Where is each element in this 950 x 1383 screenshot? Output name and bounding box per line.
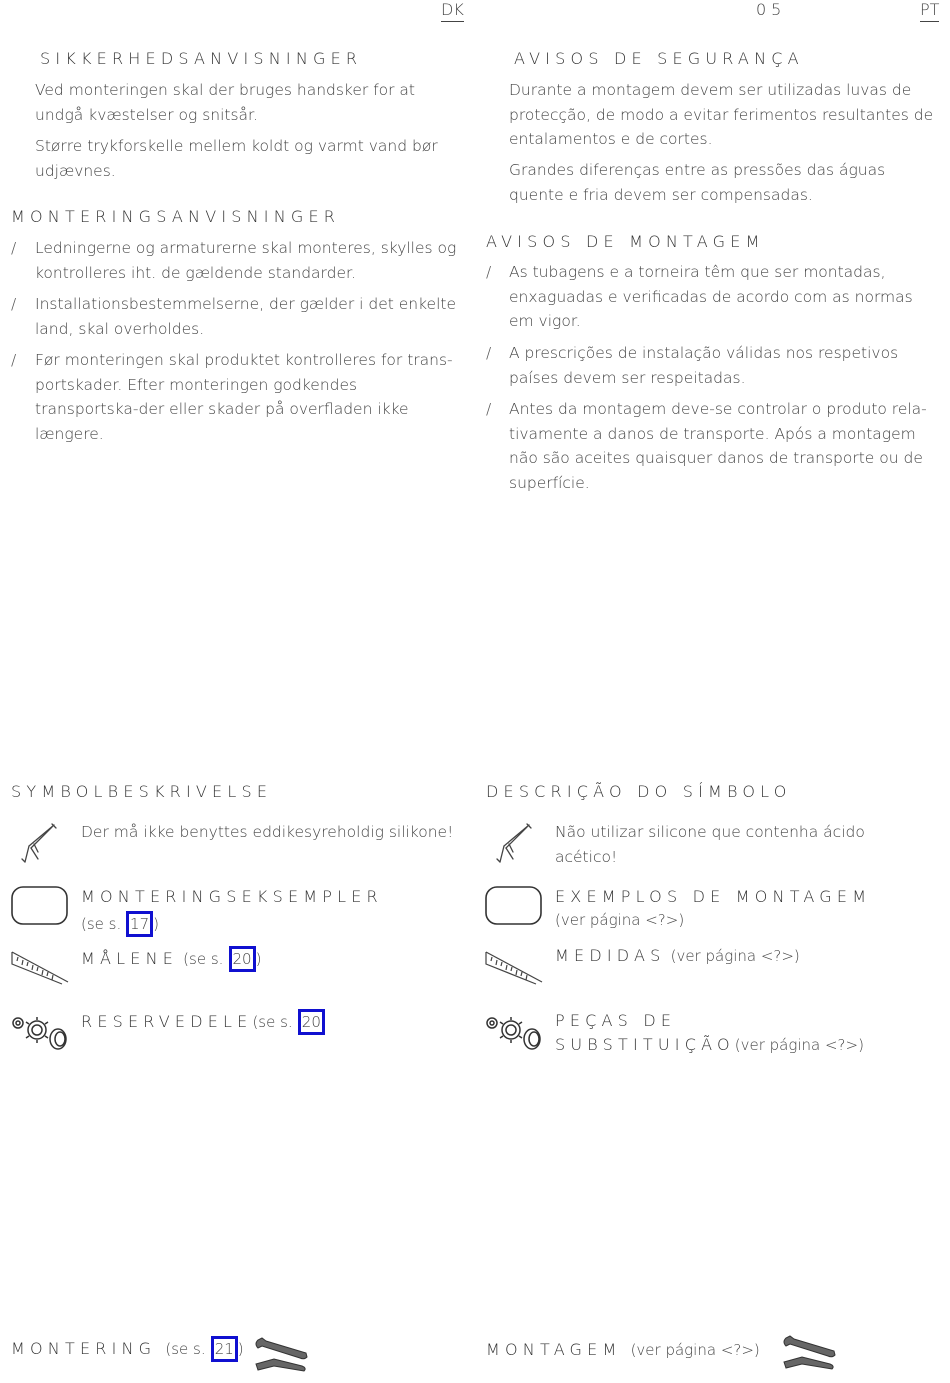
- spare-parts-icon: [484, 1010, 544, 1052]
- page-reference-link[interactable]: 20: [298, 1009, 325, 1035]
- ruler-icon: [484, 948, 544, 986]
- dk-measures-row: [81, 946, 261, 972]
- dk-mounting-item: Før monteringen skal produktet kontrolleres for trans-portskader. Efter monteringen godkendes transportska-der eller skader på overfladen ikke længere.: [35, 351, 453, 443]
- bullet-marker: /: [11, 295, 17, 313]
- ref-prefix: (se s.: [252, 1013, 293, 1031]
- dk-montering-label: MONTERING: [11, 1339, 157, 1358]
- ref-prefix: (se s.: [183, 950, 224, 968]
- pt-symbol-heading: DESCRIÇÃO DO SÍMBOLO: [486, 782, 792, 801]
- dk-examples-label-block: [81, 886, 383, 937]
- pt-spare-label-line1: PEÇAS DE: [555, 1011, 677, 1030]
- pt-montagem-label: MONTAGEM: [486, 1340, 622, 1359]
- pt-spare-block: [555, 1009, 864, 1057]
- dk-symbol-heading: SYMBOLBESKRIVELSE: [11, 782, 273, 801]
- rounded-rectangle-icon: [485, 886, 543, 926]
- dk-mounting-item: Ledningerne og armaturerne skal monteres, skylles og kontrolleres iht. de gældende standarder.: [35, 239, 457, 282]
- pt-spare-ref: (ver página <?>): [734, 1036, 864, 1054]
- dk-safety-heading: SIKKERHEDSANVISNINGER: [40, 49, 363, 68]
- bullet-marker: /: [486, 400, 492, 418]
- pt-mounting-heading: AVISOS DE MONTAGEM: [486, 232, 765, 251]
- language-code-pt: PT: [920, 0, 939, 22]
- ref-suffix: ): [153, 915, 159, 933]
- pt-spare-label-line2: SUBSTITUIÇÃO: [555, 1035, 735, 1054]
- pt-safety-paragraph-2: Grandes diferenças entre as pressões das águas quente e fria devem ser compensadas.: [509, 161, 886, 204]
- bullet-marker: /: [11, 351, 17, 369]
- dk-examples-label: MONTERINGSEKSEMPLER: [81, 887, 383, 906]
- pt-examples-label-block: [555, 886, 871, 929]
- dk-mounting-heading: MONTERINGSANVISNINGER: [11, 207, 341, 226]
- page-number: 05: [756, 0, 787, 19]
- ref-suffix: ): [237, 1340, 244, 1358]
- ref-prefix: (se s.: [165, 1340, 206, 1358]
- ruler-icon: [10, 948, 70, 986]
- tools-icon: [252, 1336, 310, 1374]
- silicone-gun-icon: [16, 822, 58, 864]
- language-code-dk: DK: [441, 0, 464, 22]
- ref-prefix: (se s.: [81, 915, 122, 933]
- page-reference-link[interactable]: 21: [211, 1336, 238, 1362]
- dk-mounting-item: Installationsbestemmelserne, der gælder i det enkelte land, skal overholdes.: [35, 295, 456, 338]
- pt-mounting-item: As tubagens e a torneira têm que ser montadas, enxaguadas e verificadas de acordo com as normas em vigor.: [509, 263, 913, 330]
- pt-montagem-ref: (ver página <?>): [630, 1341, 760, 1359]
- pt-safety-heading: AVISOS DE SEGURANÇA: [514, 49, 804, 68]
- dk-montering-row: [11, 1336, 244, 1362]
- bullet-marker: /: [486, 263, 492, 281]
- page-reference-link[interactable]: 17: [126, 911, 153, 937]
- pt-mounting-item: Antes da montagem deve-se controlar o produto rela-tivamente a danos de transporte. Após a montagem não são aceites quaisquer danos de transporte ou de superfície.: [509, 400, 927, 492]
- dk-safety-paragraph-2: Større trykforskelle mellem koldt og varmt vand bør udjævnes.: [35, 137, 438, 180]
- pt-montagem-row: [486, 1340, 760, 1359]
- dk-spare-row: [81, 1009, 325, 1035]
- ref-suffix: ): [255, 950, 262, 968]
- bullet-marker: /: [486, 344, 492, 362]
- pt-safety-paragraph-1: Durante a montagem devem ser utilizadas luvas de protecção, de modo a evitar ferimentos resultantes de entalamentos e de cortes.: [509, 81, 934, 148]
- pt-examples-label: EXEMPLOS DE MONTAGEM: [555, 887, 872, 906]
- bullet-marker: /: [11, 239, 17, 257]
- dk-silicone-warning: Der må ikke benyttes eddikesyreholdig silikone!: [81, 823, 454, 841]
- pt-examples-ref: (ver página <?>): [555, 911, 685, 929]
- dk-safety-paragraph-1: Ved monteringen skal der bruges handsker for at undgå kvæstelser og snitsår.: [35, 81, 416, 124]
- pt-measures-row: [555, 946, 800, 965]
- rounded-rectangle-icon: [11, 886, 69, 926]
- pt-measures-ref: (ver página <?>): [670, 947, 800, 965]
- pt-measures-label: MEDIDAS: [555, 946, 666, 965]
- page-reference-link[interactable]: 20: [229, 946, 256, 972]
- pt-spare-line2: [555, 1033, 864, 1057]
- tools-icon: [780, 1334, 838, 1372]
- spare-parts-icon: [10, 1010, 70, 1052]
- dk-measures-label: MÅLENE: [81, 949, 179, 968]
- pt-mounting-item: A prescrições de instalação válidas nos respetivos países devem ser respeitadas.: [509, 344, 899, 387]
- pt-silicone-warning: Não utilizar silicone que contenha ácido acético!: [555, 823, 865, 866]
- silicone-gun-icon: [491, 822, 533, 864]
- dk-spare-label: RESERVEDELE: [81, 1012, 253, 1031]
- dk-examples-ref: [81, 911, 383, 937]
